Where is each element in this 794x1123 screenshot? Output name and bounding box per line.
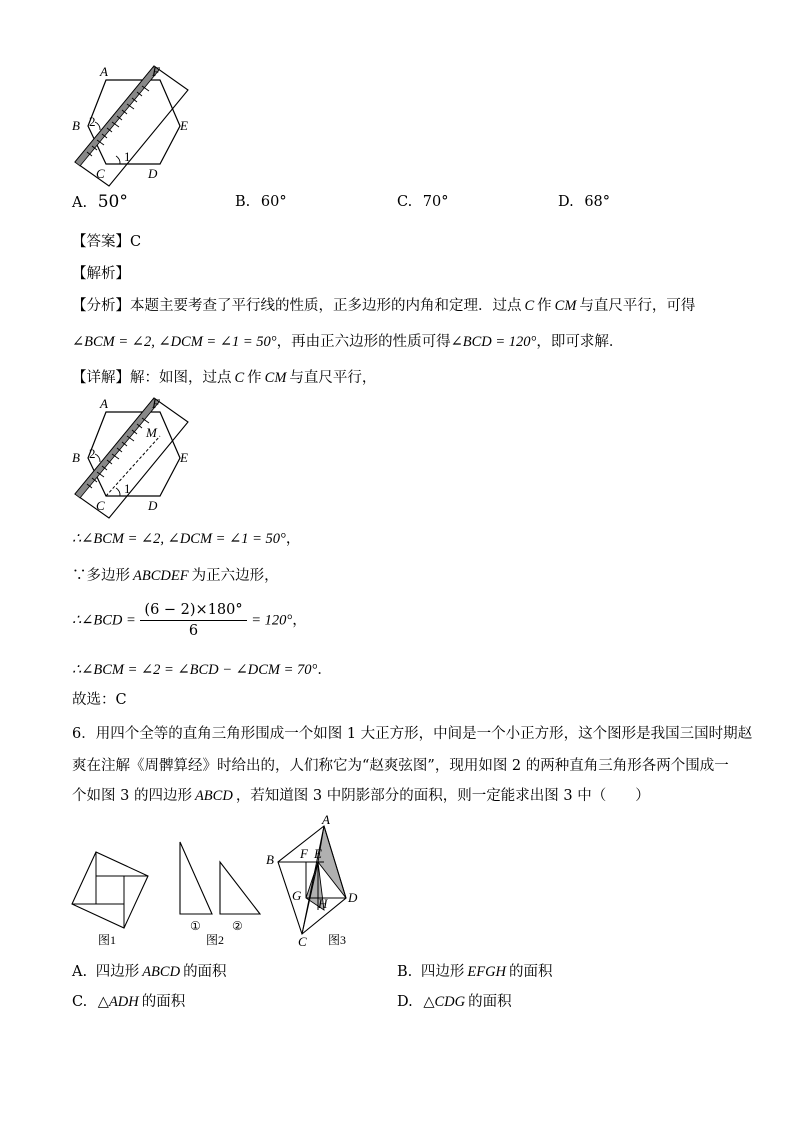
q6-option-b[interactable]: B. 四边形 EFGH 的面积	[397, 964, 553, 980]
label-D: D	[148, 498, 158, 513]
label-F: F	[152, 64, 160, 79]
label-angle-2: 2	[89, 114, 96, 129]
fig3-label-D: D	[348, 890, 358, 905]
detail-line: 【详解】解：如图，过点 C 作 CM 与直尺平行，	[72, 370, 377, 386]
analysis-line-2: ∠BCM = ∠2, ∠DCM = ∠1 = 50°，再由正六边形的性质可得∠BCD = 120°，即可求解．	[72, 334, 624, 350]
label-angle-2: 2	[89, 446, 96, 461]
label-C: C	[96, 498, 105, 513]
label-B: B	[72, 450, 80, 465]
label-angle-1: 1	[124, 481, 131, 496]
q6-line-2: 爽在注解《周髀算经》时给出的，人们称它为“赵爽弦图”，现用如图 2 的两种直角三角形各两个围成一	[72, 758, 729, 774]
answer-value: C	[130, 234, 142, 250]
label-angle-1: 1	[124, 149, 131, 164]
option-d[interactable]: D. 68°	[558, 194, 611, 210]
fig3-label-C: C	[298, 934, 307, 948]
step-1: ∴∠BCM = ∠2, ∠DCM = ∠1 = 50°，	[72, 531, 301, 547]
hexagon-ruler-figure-top	[62, 60, 202, 190]
fig1-caption: 图1	[98, 933, 117, 946]
step-3: ∴∠BCD = $\frac{(6 - 2)\times 180^\circ}{6}$ = 120°，	[72, 602, 307, 639]
fig3-label-G: G	[292, 888, 302, 903]
choose-line: 故选：C	[72, 692, 127, 708]
fig3-label-E: E	[314, 846, 322, 861]
triangle-2-label: ②	[232, 919, 243, 933]
fraction: $\frac{(6 - 2)\times 180^\circ}{6}$	[140, 600, 246, 641]
fig3-label-A: A	[322, 814, 330, 827]
quadrilateral-abcd-figure	[262, 814, 372, 948]
q6-option-a[interactable]: A. 四边形 ABCD 的面积	[72, 964, 227, 980]
label-E: E	[180, 118, 188, 133]
fig3-label-B: B	[266, 852, 274, 867]
analysis-heading: 【解析】	[72, 266, 130, 282]
label-B: B	[72, 118, 80, 133]
answer-line	[72, 232, 141, 252]
option-b[interactable]: B. 60°	[235, 194, 287, 210]
step-2: ∵多边形 ABCDEF 为正六边形，	[72, 568, 279, 584]
fig3-caption: 图3	[328, 933, 347, 947]
label-C: C	[96, 166, 105, 181]
option-a[interactable]: A. 50°	[72, 192, 128, 212]
q6-line-3: 个如图 3 的四边形 ABCD ，若知道图 3 中阴影部分的面积，则一定能求出图 3 中（ ）	[72, 788, 650, 804]
label-A: A	[100, 64, 108, 79]
hexagon-ruler-figure-detail	[62, 392, 202, 522]
label-A: A	[100, 396, 108, 411]
label-M: M	[146, 425, 157, 440]
q6-line-1: 6．用四个全等的直角三角形围成一个如图 1 大正方形，中间是一个小正方形，这个图形是我国三国时期赵	[72, 726, 753, 742]
step-4: ∴∠BCM = ∠2 = ∠BCD − ∠DCM = 70°．	[72, 662, 332, 678]
zhao-shuang-figure	[66, 846, 156, 946]
q6-option-c[interactable]: C. △ADH 的面积	[72, 994, 186, 1010]
triangle-1-label: ①	[190, 919, 201, 933]
analysis-line-1: 【分析】本题主要考查了平行线的性质，正多边形的内角和定理．过点 C 作 CM 与直尺平行，可得	[72, 298, 696, 314]
label-E: E	[180, 450, 188, 465]
answer-label: 【答案】	[72, 234, 130, 250]
label-D: D	[148, 166, 158, 181]
fig2-caption: 图2	[206, 933, 225, 946]
right-triangles-figure	[172, 836, 272, 946]
label-F: F	[152, 396, 160, 411]
fig3-label-H: H	[318, 896, 328, 911]
option-c[interactable]: C. 70°	[397, 194, 449, 210]
fig3-label-F: F	[300, 846, 308, 861]
q6-option-d[interactable]: D. △CDG 的面积	[397, 994, 512, 1010]
